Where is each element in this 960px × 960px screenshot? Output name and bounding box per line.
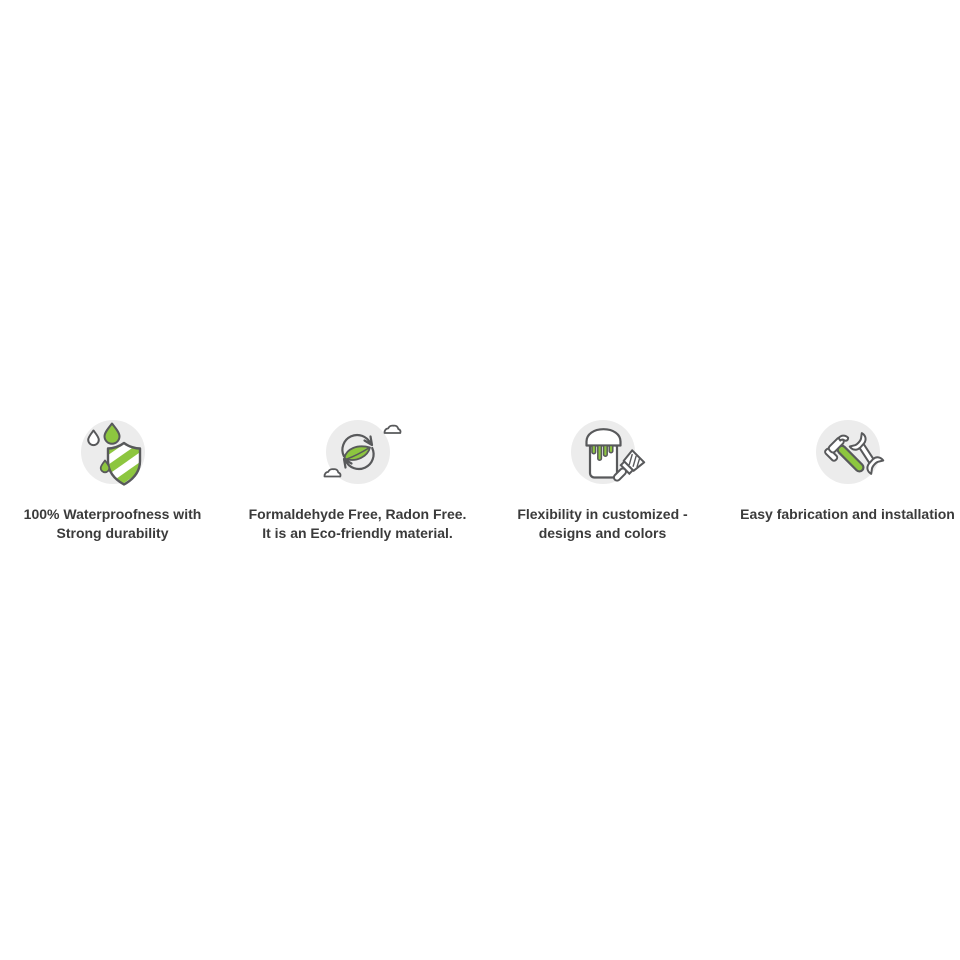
caption-line: Flexibility in customized - (517, 506, 688, 522)
caption-line: It is an Eco-friendly material. (262, 525, 453, 541)
eco-recycle-leaf-icon (314, 416, 402, 488)
feature-caption (235, 505, 480, 543)
feature-waterproofness (0, 416, 235, 543)
paint-bucket-brush-icon (559, 416, 647, 488)
caption-line: Easy fabrication and installation (740, 506, 955, 522)
feature-caption (0, 505, 235, 543)
feature-caption (480, 505, 725, 543)
waterproof-shield-droplets-icon (69, 416, 157, 488)
caption-line: designs and colors (538, 525, 667, 541)
caption-line: 100% Waterproofness with (23, 506, 202, 522)
feature-easy-installation (725, 416, 960, 543)
feature-caption (725, 505, 960, 524)
features-row (0, 416, 960, 543)
caption-line: Strong durability (56, 525, 169, 541)
feature-eco-friendly (235, 416, 480, 543)
caption-line: Formaldehyde Free, Radon Free. (248, 506, 467, 522)
hammer-wrench-icon (804, 416, 892, 488)
feature-custom-designs (480, 416, 725, 543)
